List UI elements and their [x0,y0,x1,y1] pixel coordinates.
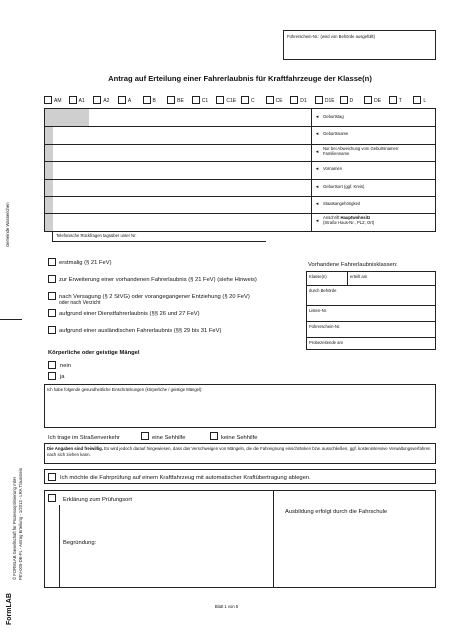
voluntary-notice-box [44,443,436,464]
class-label: C [251,98,255,104]
class-label: B [152,98,156,104]
existing-class-label: Klasse(n) [309,274,327,279]
personal-field-label-text: Staatsangehörigkeit [323,201,361,206]
class-checkbox-row [44,96,438,105]
formlab-company-label: © FORMLAB Gesellschaft für Prozessoptimierung mbH [12,477,17,580]
personal-field-label [323,146,433,156]
exam-inner-right-border [273,491,274,587]
license-number-label: Führerschein-Nr.: (wird von Behörde ausgefüllt) [287,34,375,39]
existing-license-label: Führerschein-Nr. [309,324,341,329]
phone-label: Telefonische Rückfragen tagsüber unter Nr. [56,233,137,238]
class-checkbox[interactable] [413,96,421,104]
phone-field[interactable] [52,232,266,242]
application-type-label: erstmalig (§ 21 FeV) [59,260,112,266]
application-type-checkbox[interactable] [48,309,56,317]
class-checkbox[interactable] [389,96,397,104]
class-label: D [349,98,354,104]
application-type-checkbox[interactable] [48,275,56,283]
personal-field-label-text: Nur bei Abweichung vom Geburtsnamen: [323,145,400,151]
class-label: BE [177,98,184,104]
personal-field-label [323,201,433,206]
application-type-sublabel: oder nach Verzicht [59,300,101,306]
existing-authority-label: durch Behörde [309,288,337,293]
voluntary-notice-body: Es wird jedoch darauf hingewiesen, dass das Verschweigen von Mängeln, die die Fahreignung einschränken bzw. ausschließen, ggf. kostenintensive Verwaltungsverfahren nach sich ziehen kann. [47,446,431,457]
existing-issued-label: erteilt am [350,274,368,279]
defects-yes-checkbox[interactable] [48,372,56,380]
defects-no-label: nein [60,363,71,369]
application-type-label: zur Erweiterung einer vorhandenen Fahrerlaubnis (§ 21 FeV) (siehe Hinweis) [59,277,257,283]
existing-classes-title: Vorhandene Fahrerlaubnisklassen: [308,262,398,268]
sight-aid-yes-label: eine Sehhilfe [152,435,186,441]
application-type-list [48,258,298,348]
arrow-left-icon: ◄ [315,148,320,154]
class-label: D1 [300,98,307,104]
existing-list-label: Listen-Nr. [309,308,327,313]
personal-field-sublabel: Familienname [323,150,350,156]
restriction-field[interactable] [44,384,436,428]
form-title: Antrag auf Erteilung einer Fahrerlaubnis für Kraftfahrzeuge der Klasse(n) [108,74,372,83]
class-checkbox[interactable] [69,96,77,104]
class-label: AM [54,98,62,104]
class-checkbox[interactable] [93,96,101,104]
personal-data-table [44,108,436,232]
class-label: A2 [103,98,110,104]
personal-field-label-text: Anschrift [323,215,341,221]
arrow-left-icon: ◄ [315,218,320,224]
exam-declaration-label: Erklärung zum Prüfungsort [63,497,132,503]
voluntary-notice-text [47,446,433,458]
personal-field-label-bold: Hauptwohnsitz [340,215,371,221]
exam-declaration-checkbox[interactable] [48,494,56,502]
application-type-label: aufgrund einer ausländischen Fahrerlaubnis (§§ 29 bis 31 FeV) [59,328,222,334]
class-checkbox[interactable] [44,96,52,104]
defects-yes-label: ja [60,374,65,380]
application-type-checkbox[interactable] [48,258,56,266]
existing-probation-label: Probezeitende am [309,340,343,345]
exam-inner-left-border [59,505,60,587]
application-type-label: aufgrund einer Dienstfahrerlaubnis (§§ 26 und 27 FeV) [59,311,200,317]
class-checkbox[interactable] [192,96,200,104]
restriction-label: Ich habe folgende gesundheitliche Einschränkungen (körperliche / geistige Mängel): [47,387,203,392]
exam-location-box [44,490,436,588]
personal-field-sublabel: (Straße Haus-Nr., PLZ, Ort) [323,220,375,226]
personal-field-input[interactable] [53,213,311,230]
arrow-left-icon: ◄ [315,131,320,137]
class-label: A [127,98,132,104]
existing-row-divider-2 [307,305,435,306]
exam-reason-label: Begründung: [63,540,97,546]
defects-title: Körperliche oder geistige Mängel [48,350,140,356]
existing-classes-box[interactable] [306,271,436,350]
personal-field-input[interactable] [53,196,311,213]
arrow-left-icon: ◄ [315,166,320,172]
arrow-left-icon: ◄ [315,114,320,119]
license-number-box[interactable] [283,30,436,60]
class-checkbox[interactable] [143,96,151,104]
class-checkbox[interactable] [290,96,298,104]
class-checkbox[interactable] [167,96,175,104]
application-type-checkbox[interactable] [48,326,56,334]
class-checkbox[interactable] [241,96,249,104]
sight-aid-yes-checkbox[interactable] [141,432,149,440]
arrow-left-icon: ◄ [315,183,320,189]
driving-school-label: Ausbildung erfolgt durch die Fahrschule [285,509,388,515]
sight-aid-no-checkbox[interactable] [210,432,218,440]
class-checkbox[interactable] [266,96,274,104]
personal-field-input[interactable] [53,126,311,143]
page-number: Blatt 1 von 5 [214,604,239,609]
sight-aid-no-label: keine Sehhilfe [221,435,258,441]
class-checkbox[interactable] [364,96,372,104]
defects-no-checkbox[interactable] [48,361,56,369]
class-checkbox[interactable] [216,96,224,104]
formlab-brand: FormLAB [6,593,13,625]
class-label: C1 [201,98,209,104]
personal-field-label-text: Geburtsname [323,131,349,137]
personal-field-input[interactable] [53,161,311,178]
personal-field-label-text: Geburtstag [323,114,344,119]
sight-aid-prefix: Ich trage im Straßenverkehr [48,435,120,441]
form-code-label: FEV-005-DE-FL - Antrag Erteilung - 1/2013 - LRA Traunstein [18,467,23,580]
personal-field-input[interactable] [53,179,311,196]
existing-row-divider-1 [307,285,435,286]
personal-field-label [323,166,433,171]
class-label: L [423,98,427,104]
class-label: C1E [226,98,237,104]
application-type-label: nach Versagung (§ 2 StVG) oder vorangegangener Entziehung (§ 20 FeV) [59,294,250,300]
form-right-divider [311,109,312,231]
municipality-side-label: Gemeinde Wasserichen [5,202,10,247]
existing-row-divider-4 [307,337,435,338]
class-label: D1E [324,98,335,104]
voluntary-notice-bold: Die Angaben sind freiwillig. [47,446,103,451]
class-label: A1 [78,98,85,104]
personal-field-label [323,184,433,189]
class-checkbox[interactable] [315,96,323,104]
existing-row-divider-3 [307,321,435,322]
personal-field-input[interactable] [53,109,311,126]
personal-field-label-text: Vornamen [323,166,343,172]
class-checkbox[interactable] [118,96,126,104]
personal-field-label-text: Geburtsort (ggf. Kreis) [323,183,365,189]
personal-field-label [323,215,433,225]
automatic-transmission-checkbox[interactable] [48,473,56,481]
class-label: DE [374,98,382,104]
class-label: T [398,98,402,104]
existing-col-divider [347,272,348,285]
arrow-left-icon: ◄ [315,201,320,206]
personal-field-label [323,114,433,119]
fold-mark [0,319,22,320]
personal-field-label [323,131,433,136]
automatic-transmission-label: Ich möchte die Fahrprüfung auf einem Kraftfahrzeug mit automatischer Kraftübertragung ablegen. [60,475,311,481]
class-checkbox[interactable] [340,96,348,104]
application-type-checkbox[interactable] [48,292,56,300]
class-label: CE [275,98,283,104]
personal-field-input[interactable] [53,144,311,161]
automatic-transmission-box [44,469,436,484]
